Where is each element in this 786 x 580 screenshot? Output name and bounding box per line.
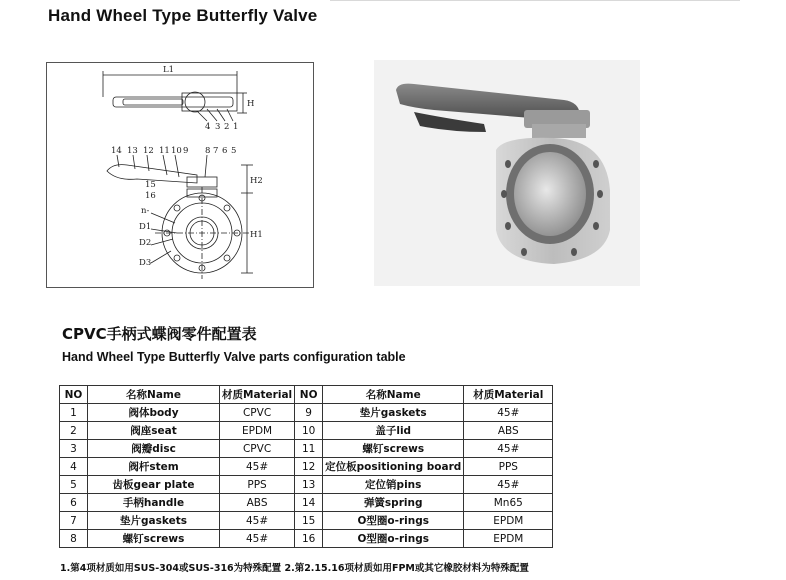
cell-name-2: O型圈o-rings (323, 512, 464, 530)
cell-no-2: 10 (295, 422, 323, 440)
valve-illustration (374, 60, 640, 286)
cell-material: CPVC (220, 404, 295, 422)
part-label-12: 12 (143, 146, 154, 156)
part-label-14: 14 (111, 146, 122, 156)
part-label-6: 6 (222, 146, 228, 156)
cell-no: 1 (60, 404, 88, 422)
cell-name-2: 弹簧spring (323, 494, 464, 512)
cell-name: 垫片gaskets (88, 512, 220, 530)
parts-table (59, 385, 553, 548)
cell-material: ABS (220, 494, 295, 512)
part-label-4: 4 (205, 122, 211, 132)
cell-name: 阀座seat (88, 422, 220, 440)
cell-material: PPS (220, 476, 295, 494)
part-label-5: 5 (231, 146, 237, 156)
cell-name: 螺钉screws (88, 530, 220, 548)
col-name-2: 名称Name (323, 386, 464, 404)
cell-material: CPVC (220, 440, 295, 458)
dim-h2: H2 (250, 176, 263, 186)
cell-no-2: 12 (295, 458, 323, 476)
cell-no: 6 (60, 494, 88, 512)
table-row (60, 476, 553, 494)
table-row (60, 494, 553, 512)
dim-d1: D1 (139, 222, 152, 232)
cell-name: 阀体body (88, 404, 220, 422)
valve-photo (374, 60, 640, 286)
dim-h: H (247, 99, 255, 109)
dim-d2: D2 (139, 238, 152, 248)
table-title-en: Hand Wheel Type Butterfly Valve parts configuration table (62, 350, 406, 364)
cell-material-2: EPDM (464, 512, 553, 530)
cell-no-2: 9 (295, 404, 323, 422)
cell-name-2: 定位板positioning board (323, 458, 464, 476)
table-row (60, 512, 553, 530)
table-row (60, 404, 553, 422)
drawing-svg (47, 63, 313, 287)
col-material: 材质Material (220, 386, 295, 404)
part-label-3: 3 (215, 122, 221, 132)
part-label-7: 7 (213, 146, 219, 156)
table-footnote: 1.第4项材质如用SUS-304或SUS-316为特殊配置 2.第2.15.16项材质如用FPM或其它橡胶材料为特殊配置 (60, 563, 529, 574)
col-material-2: 材质Material (464, 386, 553, 404)
cell-material-2: 45# (464, 440, 553, 458)
page-title: Hand Wheel Type Butterfly Valve (48, 6, 318, 25)
cell-name: 齿板gear plate (88, 476, 220, 494)
dim-d3: D3 (139, 258, 152, 268)
part-label-2: 2 (224, 122, 230, 132)
part-label-16: 16 (145, 191, 156, 201)
table-row (60, 458, 553, 476)
cell-name: 手柄handle (88, 494, 220, 512)
table-row (60, 422, 553, 440)
part-label-10: 10 (171, 146, 182, 156)
dim-l1: L1 (163, 65, 175, 75)
cell-no-2: 13 (295, 476, 323, 494)
cell-name-2: 定位销pins (323, 476, 464, 494)
dim-h1: H1 (250, 230, 263, 240)
part-label-8: 8 (205, 146, 211, 156)
cell-no: 3 (60, 440, 88, 458)
cell-material-2: ABS (464, 422, 553, 440)
cell-material-2: 45# (464, 404, 553, 422)
cell-no: 7 (60, 512, 88, 530)
cell-no-2: 15 (295, 512, 323, 530)
technical-drawing (46, 62, 314, 288)
table-row (60, 440, 553, 458)
table-row (60, 530, 553, 548)
cell-material-2: Mn65 (464, 494, 553, 512)
part-label-9: 9 (183, 146, 189, 156)
cell-no: 5 (60, 476, 88, 494)
cell-name-2: 螺钉screws (323, 440, 464, 458)
part-label-15: 15 (145, 180, 156, 190)
table-header-row (60, 386, 553, 404)
cell-material: EPDM (220, 422, 295, 440)
cell-no: 2 (60, 422, 88, 440)
col-name: 名称Name (88, 386, 220, 404)
col-no-2: NO (295, 386, 323, 404)
dim-n: n- (141, 206, 150, 216)
col-no: NO (60, 386, 88, 404)
cell-material-2: 45# (464, 476, 553, 494)
cell-material-2: PPS (464, 458, 553, 476)
cell-no-2: 16 (295, 530, 323, 548)
cell-name: 阀瓣disc (88, 440, 220, 458)
part-label-13: 13 (127, 146, 138, 156)
table-title-cn: CPVC手柄式蝶阀零件配置表 (62, 325, 257, 343)
cell-no-2: 14 (295, 494, 323, 512)
cell-name-2: 盖子lid (323, 422, 464, 440)
part-label-11: 11 (159, 146, 170, 156)
part-label-1: 1 (233, 122, 239, 132)
cell-name: 阀杆stem (88, 458, 220, 476)
cell-name-2: 垫片gaskets (323, 404, 464, 422)
cell-material: 45# (220, 530, 295, 548)
cell-no-2: 11 (295, 440, 323, 458)
cell-no: 4 (60, 458, 88, 476)
cell-material: 45# (220, 512, 295, 530)
cell-name-2: O型圈o-rings (323, 530, 464, 548)
top-divider (330, 0, 740, 1)
cell-material: 45# (220, 458, 295, 476)
cell-material-2: EPDM (464, 530, 553, 548)
cell-no: 8 (60, 530, 88, 548)
